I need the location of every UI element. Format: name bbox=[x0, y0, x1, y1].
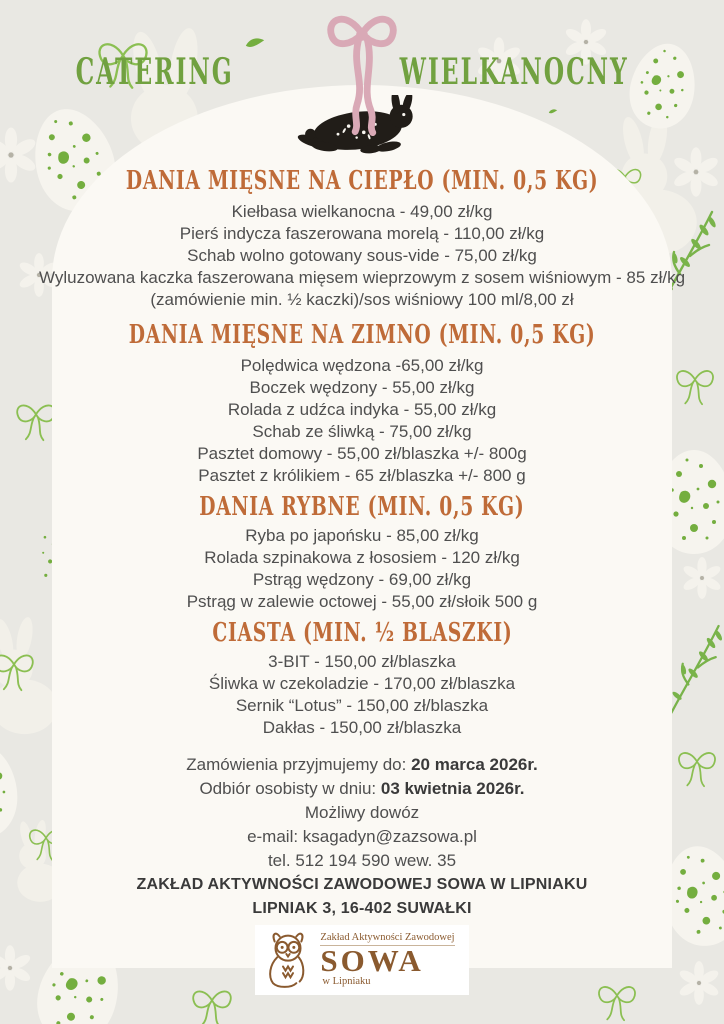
menu-item: Wyluzowana kaczka faszerowana mięsem wieprzowym z sosem wiśniowym - 85 zł/kg (zamówienie min. ½ kaczki)/sos wiśniowy 100 ml/8,00 zł bbox=[38, 268, 686, 309]
menu-item: Śliwka w czekoladzie - 170,00 zł/blaszka bbox=[208, 674, 516, 693]
menu-item: Sernik “Lotus” - 150,00 zł/blaszka bbox=[235, 696, 489, 715]
page-title bbox=[0, 52, 724, 93]
menu-item: Schab wolno gotowany sous-vide - 75,00 zł/kg bbox=[187, 246, 537, 265]
logo-bottom-line: w Lipniaku bbox=[322, 975, 371, 987]
org-name: ZAKŁAD AKTYWNOŚCI ZAWODOWEJ SOWA W LIPNIAKU bbox=[136, 876, 588, 893]
menu-item: Kiełbasa wielkanocna - 49,00 zł/kg bbox=[231, 202, 493, 221]
section-items-cold-meat bbox=[16, 355, 708, 487]
pickup-date: Odbiór osobisty w dniu: 03 kwietnia 2026r. bbox=[199, 779, 525, 798]
section-heading-hot-meat: DANIA MIĘSNE NA CIEPŁO (MIN. 0,5 KG) bbox=[125, 166, 599, 196]
menu-item: Pstrąg w zalewie octowej - 55,00 zł/słoik 500 g bbox=[186, 592, 538, 611]
menu-item: Schab ze śliwką - 75,00 zł/kg bbox=[252, 422, 472, 441]
pickup-date-value: 03 kwietnia 2026r. bbox=[380, 779, 525, 798]
owl-icon bbox=[263, 929, 313, 989]
menu-item: Polędwica wędzona -65,00 zł/kg bbox=[240, 356, 484, 375]
menu-item: Boczek wędzony - 55,00 zł/kg bbox=[249, 378, 475, 397]
logo-text bbox=[320, 931, 454, 988]
section-items-fish bbox=[16, 525, 708, 613]
email-line: e-mail: ksagadyn@zazsowa.pl bbox=[247, 827, 477, 846]
title-word-catering: CATERING bbox=[75, 51, 234, 93]
phone-line: tel. 512 194 590 wew. 35 bbox=[267, 851, 457, 870]
section-heading-fish: DANIA RYBNE (MIN. 0,5 KG) bbox=[199, 492, 525, 522]
menu-item: Pierś indycza faszerowana morelą - 110,00 zł/kg bbox=[179, 224, 545, 243]
title-word-wielkanocny: WIELKANOCNY bbox=[400, 51, 630, 93]
logo-name: SOWA bbox=[320, 942, 424, 978]
order-deadline-date: 20 marca 2026r. bbox=[411, 755, 538, 774]
order-deadline: Zamówienia przyjmujemy do: 20 marca 2026r. bbox=[186, 755, 538, 774]
section-heading-cold-meat: DANIA MIĘSNE NA ZIMNO (MIN. 0,5 KG) bbox=[128, 320, 596, 350]
delivery-note: Możliwy dowóz bbox=[304, 803, 420, 822]
section-items-cakes bbox=[16, 651, 708, 739]
menu-item: Pasztet z królikiem - 65 zł/blaszka +/- 800 g bbox=[198, 466, 526, 485]
sowa-logo bbox=[255, 925, 468, 995]
logo-top-line: Zakład Aktywności Zawodowej bbox=[320, 931, 454, 946]
menu-item: Rolada szpinakowa z łososiem - 120 zł/kg bbox=[204, 548, 520, 567]
section-heading-cakes: CIASTA (MIN. ½ BLASZKI) bbox=[211, 618, 513, 648]
menu-item: Ryba po japońsku - 85,00 zł/kg bbox=[245, 526, 479, 545]
menu-item: Rolada z udźca indyka - 55,00 zł/kg bbox=[227, 400, 497, 419]
menu-item: Pasztet domowy - 55,00 zł/blaszka +/- 800g bbox=[197, 444, 527, 463]
menu-item: Pstrąg wędzony - 69,00 zł/kg bbox=[252, 570, 472, 589]
menu-item: Dakłas - 150,00 zł/blaszka bbox=[262, 718, 462, 737]
menu-item: 3-BIT - 150,00 zł/blaszka bbox=[268, 652, 456, 671]
footer-info bbox=[0, 753, 724, 921]
org-address: LIPNIAK 3, 16-402 SUWAŁKI bbox=[252, 900, 472, 917]
section-items-hot-meat bbox=[16, 201, 708, 311]
